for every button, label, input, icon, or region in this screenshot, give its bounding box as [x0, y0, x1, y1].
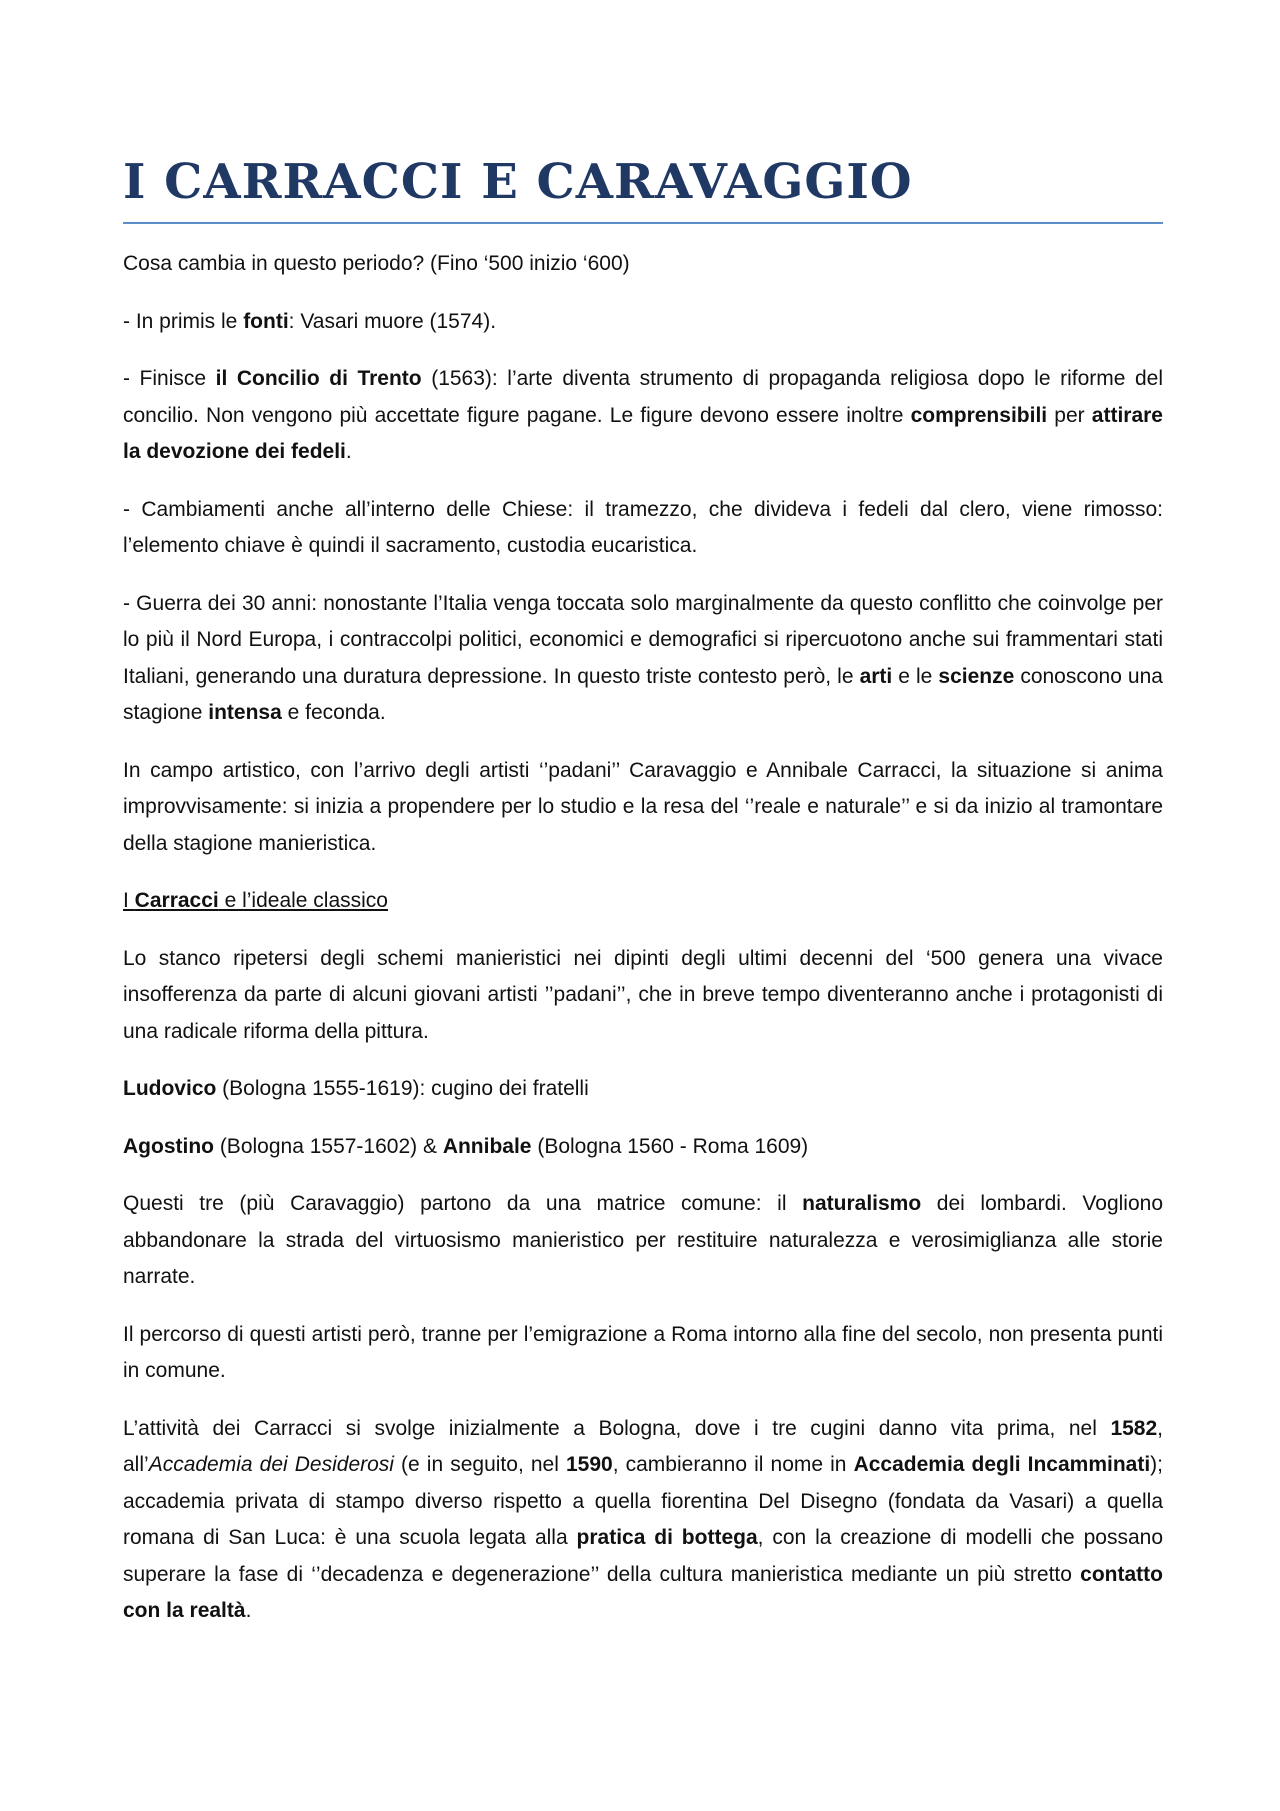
bold-text: arti — [859, 664, 893, 688]
paragraph — [123, 753, 1163, 863]
paragraph — [123, 941, 1163, 1051]
bold-text: attirare la devozione dei fedeli — [123, 403, 1163, 463]
paragraph — [123, 492, 1163, 565]
text-run: (e in seguito, nel — [393, 1453, 566, 1476]
document-title: I CARRACCI E CARAVAGGIO — [123, 150, 1163, 224]
bold-text: fonti — [243, 309, 289, 333]
bold-text: Ludovico — [123, 1077, 217, 1100]
bold-text: 1582 — [1110, 1416, 1158, 1440]
text-run: e le — [892, 664, 939, 688]
paragraph — [123, 586, 1163, 732]
document-page — [123, 150, 1163, 1651]
bold-text: comprensibili — [910, 403, 1048, 427]
text-run: - In primis le — [123, 309, 244, 333]
paragraph — [123, 1317, 1163, 1390]
text-run: Cosa cambia in questo periodo? (Fino ‘500 inizio ‘600) — [123, 252, 630, 275]
text-run: Il percorso di questi artisti però, tranne per l’emigrazione a Roma intorno alla fine del secolo, non presenta punti in comune. — [123, 1322, 1163, 1382]
bold-text: scienze — [938, 664, 1015, 688]
text-run: dei lombardi. Vogliono abbandonare la strada del virtuosismo manieristico per restituire naturalezza e verosimiglianza alle storie narrate. — [123, 1192, 1163, 1288]
paragraph — [123, 304, 1163, 341]
bold-text: il Concilio di Trento — [215, 367, 422, 390]
text-run: , all’ — [123, 1416, 1163, 1476]
text-run: L’attività dei Carracci si svolge inizialmente a Bologna, dove i tre cugini danno vita prima, nel — [123, 1416, 1111, 1440]
text-run: Questi tre (più Caravaggio) partono da una matrice comune: il — [123, 1192, 803, 1215]
bold-text: naturalismo — [802, 1192, 922, 1215]
bold-text: Accademia degli Incamminati — [853, 1453, 1151, 1476]
document-body — [123, 246, 1163, 1630]
text-run: ); accademia privata di stampo diverso rispetto a quella fiorentina Del Disegno (fondata da Vasari) a quella romana di San Luca: è una scuola legata alla — [123, 1453, 1163, 1549]
text-run: (Bologna 1555-1619): cugino dei fratelli — [216, 1077, 589, 1100]
text-run: . — [245, 1599, 252, 1622]
text-run: . — [345, 440, 352, 463]
text-run: e feconda. — [281, 701, 386, 724]
text-run: per — [1047, 403, 1092, 427]
text-run: - Guerra dei 30 anni: nonostante l’Italia venga toccata solo marginalmente da questo conflitto che coinvolge per lo più il Nord Europa, i contraccolpi politici, economici e demografici si ripercuotono anche sui frammentari stati Italiani, generando una duratura depressione. In questo triste contesto però, le — [123, 591, 1163, 688]
paragraph — [123, 1186, 1163, 1296]
text-run: (1563): l’arte diventa strumento di propaganda religiosa dopo le riforme del concilio. Non vengono più accettate figure pagane. Le figure devono essere inoltre — [123, 367, 1163, 427]
paragraph — [123, 361, 1163, 471]
text-run: In campo artistico, con l’arrivo degli artisti ‘’padani’’ Caravaggio e Annibale Carracci, la situazione si anima improvvisamente: si inizia a propendere per lo studio e la resa del ‘’reale e naturale’’ e si da inizio al tramontare della stagione manieristica. — [123, 758, 1163, 855]
text-run: (Bologna 1557-1602) & — [213, 1134, 443, 1158]
bold-text: Carracci — [134, 889, 219, 912]
paragraph — [123, 1129, 1163, 1166]
text-run: conoscono una stagione — [123, 664, 1163, 724]
section-heading — [123, 883, 1163, 920]
bold-text: 1590 — [565, 1453, 613, 1476]
paragraph — [123, 1411, 1163, 1630]
bold-text: intensa — [208, 701, 282, 724]
text-run: Lo stanco ripetersi degli schemi manieristici nei dipinti degli ultimi decenni del ‘500 genera una vivace insofferenza da parte di alcuni giovani artisti ’’padani’’, che in breve tempo diventeranno anche i protagonisti di una radicale riforma della pittura. — [123, 946, 1163, 1043]
text-run: , cambieranno il nome in — [612, 1453, 854, 1476]
text-run: - Finisce — [123, 367, 216, 390]
text-run: e l’ideale classico — [218, 889, 388, 912]
bold-text: pratica di bottega — [576, 1526, 758, 1549]
text-run: - Cambiamenti anche all’interno delle Chiese: il tramezzo, che divideva i fedeli dal clero, viene rimosso: l’elemento chiave è quindi il sacramento, custodia eucaristica. — [123, 497, 1163, 557]
bold-text: contatto con la realtà — [123, 1562, 1163, 1622]
bold-text: Agostino — [123, 1134, 214, 1158]
text-run: : Vasari muore (1574). — [288, 309, 497, 333]
bold-text: Annibale — [442, 1134, 532, 1158]
paragraph — [123, 246, 1163, 283]
paragraph — [123, 1071, 1163, 1108]
text-run: (Bologna 1560 - Roma 1609) — [531, 1134, 809, 1158]
text-run: I — [123, 889, 135, 912]
text-run: , con la creazione di modelli che possano superare la fase di ‘’decadenza e degenerazione’’ della cultura manieristica mediante un più stretto — [123, 1526, 1164, 1586]
italic-text: Accademia dei Desiderosi — [148, 1453, 394, 1476]
